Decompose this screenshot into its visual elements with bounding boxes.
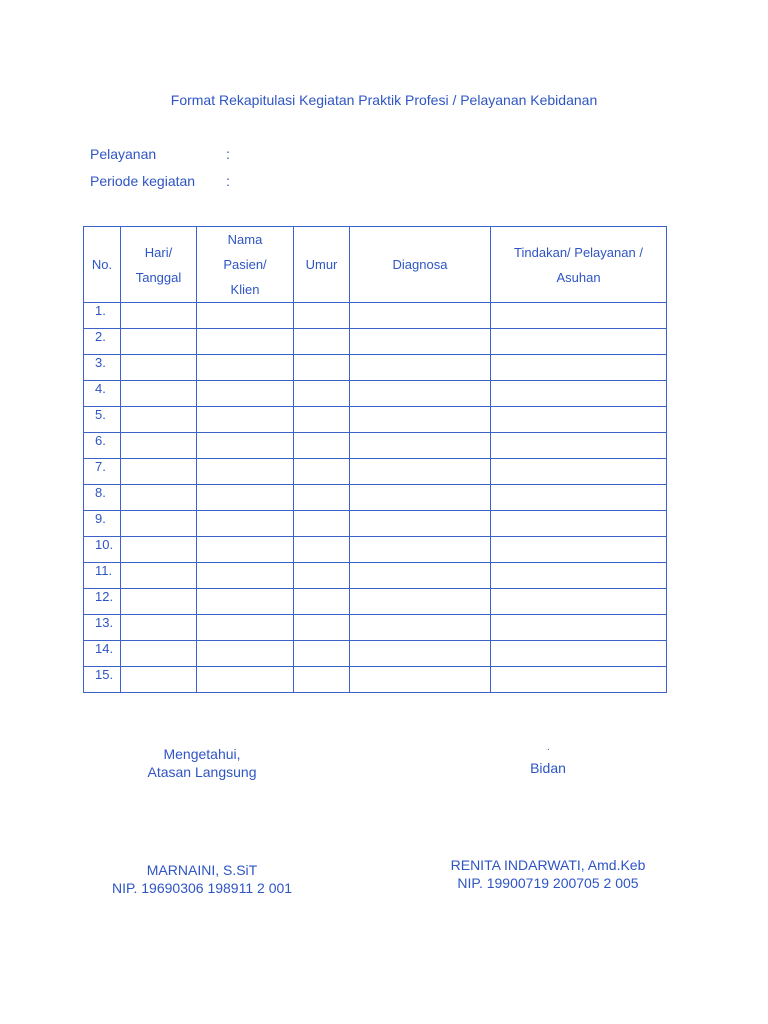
cell-no: 4.: [84, 381, 121, 407]
cell-tindakan[interactable]: [491, 303, 667, 329]
cell-umur[interactable]: [294, 433, 350, 459]
cell-umur[interactable]: [294, 459, 350, 485]
cell-umur[interactable]: [294, 407, 350, 433]
table-row: [84, 511, 667, 537]
cell-nama-pasien[interactable]: [197, 407, 294, 433]
cell-hari-tanggal[interactable]: [121, 589, 197, 615]
signature-right-name-block: [438, 856, 658, 892]
cell-no: 6.: [84, 433, 121, 459]
cell-no: 10.: [84, 537, 121, 563]
cell-nama-pasien[interactable]: [197, 381, 294, 407]
cell-diagnosa[interactable]: [350, 407, 491, 433]
sig-left-nip: NIP. 19690306 198911 2 001: [111, 880, 293, 896]
cell-hari-tanggal[interactable]: [121, 667, 197, 693]
cell-tindakan[interactable]: [491, 355, 667, 381]
cell-umur[interactable]: [294, 615, 350, 641]
cell-diagnosa[interactable]: [350, 485, 491, 511]
cell-diagnosa[interactable]: [350, 433, 491, 459]
header-tindakan: [491, 227, 667, 303]
table-row: [84, 459, 667, 485]
table-row: [84, 433, 667, 459]
table-row: [84, 589, 667, 615]
table-row: [84, 407, 667, 433]
table-header-row: [84, 227, 667, 303]
cell-no: 15.: [84, 667, 121, 693]
signature-right-header: [438, 759, 658, 777]
cell-diagnosa[interactable]: [350, 589, 491, 615]
field-label-periode: Periode kegiatan: [90, 173, 196, 189]
cell-diagnosa[interactable]: [350, 615, 491, 641]
cell-umur[interactable]: [294, 485, 350, 511]
cell-nama-pasien[interactable]: [197, 537, 294, 563]
sig-right-role: Bidan: [530, 760, 566, 776]
cell-hari-tanggal[interactable]: [121, 433, 197, 459]
cell-tindakan[interactable]: [491, 641, 667, 667]
cell-hari-tanggal[interactable]: [121, 303, 197, 329]
header-diagnosa: Diagnosa: [350, 227, 491, 303]
cell-no: 2.: [84, 329, 121, 355]
cell-tindakan[interactable]: [491, 329, 667, 355]
cell-tindakan[interactable]: [491, 407, 667, 433]
cell-nama-pasien[interactable]: [197, 589, 294, 615]
cell-diagnosa[interactable]: [350, 641, 491, 667]
cell-diagnosa[interactable]: [350, 563, 491, 589]
cell-hari-tanggal[interactable]: [121, 615, 197, 641]
cell-tindakan[interactable]: [491, 667, 667, 693]
cell-no: 5.: [84, 407, 121, 433]
header-nama-line3: Klien: [230, 282, 260, 297]
header-no: No.: [84, 227, 121, 303]
cell-nama-pasien[interactable]: [197, 615, 294, 641]
cell-nama-pasien[interactable]: [197, 459, 294, 485]
cell-diagnosa[interactable]: [350, 537, 491, 563]
cell-nama-pasien[interactable]: [197, 641, 294, 667]
cell-hari-tanggal[interactable]: [121, 355, 197, 381]
header-umur: Umur: [294, 227, 350, 303]
cell-no: 14.: [84, 641, 121, 667]
header-hari-line1: Hari/: [144, 244, 173, 260]
cell-nama-pasien[interactable]: [197, 511, 294, 537]
cell-umur[interactable]: [294, 563, 350, 589]
signature-left-header: [102, 745, 302, 781]
cell-no: 7.: [84, 459, 121, 485]
cell-hari-tanggal[interactable]: [121, 459, 197, 485]
cell-tindakan[interactable]: [491, 615, 667, 641]
cell-nama-pasien[interactable]: [197, 667, 294, 693]
cell-hari-tanggal[interactable]: [121, 537, 197, 563]
cell-umur[interactable]: [294, 641, 350, 667]
header-nama-pasien: [197, 227, 294, 303]
table-row: [84, 381, 667, 407]
cell-tindakan[interactable]: [491, 511, 667, 537]
field-colon-pelayanan: :: [226, 146, 230, 162]
sig-left-mengetahui: Mengetahui,: [163, 746, 241, 762]
cell-diagnosa[interactable]: [350, 667, 491, 693]
table-row: [84, 537, 667, 563]
document-title: Format Rekapitulasi Kegiatan Praktik Profesi / Pelayanan Kebidanan: [170, 92, 598, 108]
cell-umur[interactable]: [294, 329, 350, 355]
sig-right-nip: NIP. 19900719 200705 2 005: [457, 875, 639, 891]
header-nama-line2: Pasien/: [223, 257, 267, 272]
cell-diagnosa[interactable]: [350, 303, 491, 329]
cell-tindakan[interactable]: [491, 433, 667, 459]
cell-tindakan[interactable]: [491, 381, 667, 407]
cell-hari-tanggal[interactable]: [121, 381, 197, 407]
cell-diagnosa[interactable]: [350, 511, 491, 537]
cell-diagnosa[interactable]: [350, 355, 491, 381]
cell-tindakan[interactable]: [491, 485, 667, 511]
cell-diagnosa[interactable]: [350, 459, 491, 485]
header-hari-line2: Tanggal: [135, 269, 182, 285]
cell-no: 11.: [84, 563, 121, 589]
cell-hari-tanggal[interactable]: [121, 641, 197, 667]
cell-nama-pasien[interactable]: [197, 355, 294, 381]
cell-hari-tanggal[interactable]: [121, 407, 197, 433]
header-tindakan-line2: Asuhan: [556, 269, 601, 285]
cell-umur[interactable]: [294, 589, 350, 615]
cell-umur[interactable]: [294, 511, 350, 537]
table-row: [84, 303, 667, 329]
cell-umur[interactable]: [294, 537, 350, 563]
cell-tindakan[interactable]: [491, 459, 667, 485]
cell-nama-pasien[interactable]: [197, 303, 294, 329]
table-row: [84, 485, 667, 511]
cell-nama-pasien[interactable]: [197, 485, 294, 511]
cell-umur[interactable]: [294, 303, 350, 329]
cell-tindakan[interactable]: [491, 589, 667, 615]
sig-right-name: RENITA INDARWATI, Amd.Keb: [450, 857, 646, 873]
table-row: [84, 667, 667, 693]
sig-right-dot: .: [547, 742, 550, 753]
field-colon-periode: :: [226, 173, 230, 189]
cell-no: 9.: [84, 511, 121, 537]
table-row: [84, 641, 667, 667]
recap-table: [83, 226, 667, 693]
cell-umur[interactable]: [294, 667, 350, 693]
cell-tindakan[interactable]: [491, 563, 667, 589]
cell-umur[interactable]: [294, 381, 350, 407]
table-row: [84, 329, 667, 355]
table-body: [84, 303, 667, 693]
cell-umur[interactable]: [294, 355, 350, 381]
cell-no: 12.: [84, 589, 121, 615]
cell-tindakan[interactable]: [491, 537, 667, 563]
cell-nama-pasien[interactable]: [197, 433, 294, 459]
table-row: [84, 563, 667, 589]
cell-hari-tanggal[interactable]: [121, 329, 197, 355]
header-hari-tanggal: [121, 227, 197, 303]
table-row: [84, 355, 667, 381]
cell-hari-tanggal[interactable]: [121, 563, 197, 589]
table-row: [84, 615, 667, 641]
cell-hari-tanggal[interactable]: [121, 511, 197, 537]
cell-no: 3.: [84, 355, 121, 381]
cell-nama-pasien[interactable]: [197, 329, 294, 355]
sig-left-atasan: Atasan Langsung: [147, 764, 257, 780]
header-tindakan-line1: Tindakan/ Pelayanan /: [514, 244, 643, 260]
cell-no: 8.: [84, 485, 121, 511]
cell-diagnosa[interactable]: [350, 329, 491, 355]
cell-nama-pasien[interactable]: [197, 563, 294, 589]
cell-no: 1.: [84, 303, 121, 329]
field-label-pelayanan: Pelayanan: [90, 146, 157, 162]
cell-hari-tanggal[interactable]: [121, 485, 197, 511]
cell-no: 13.: [84, 615, 121, 641]
signature-left-name-block: [102, 861, 302, 897]
header-nama-line1: Nama: [227, 232, 263, 247]
sig-left-name: MARNAINI, S.SiT: [146, 862, 258, 878]
cell-diagnosa[interactable]: [350, 381, 491, 407]
